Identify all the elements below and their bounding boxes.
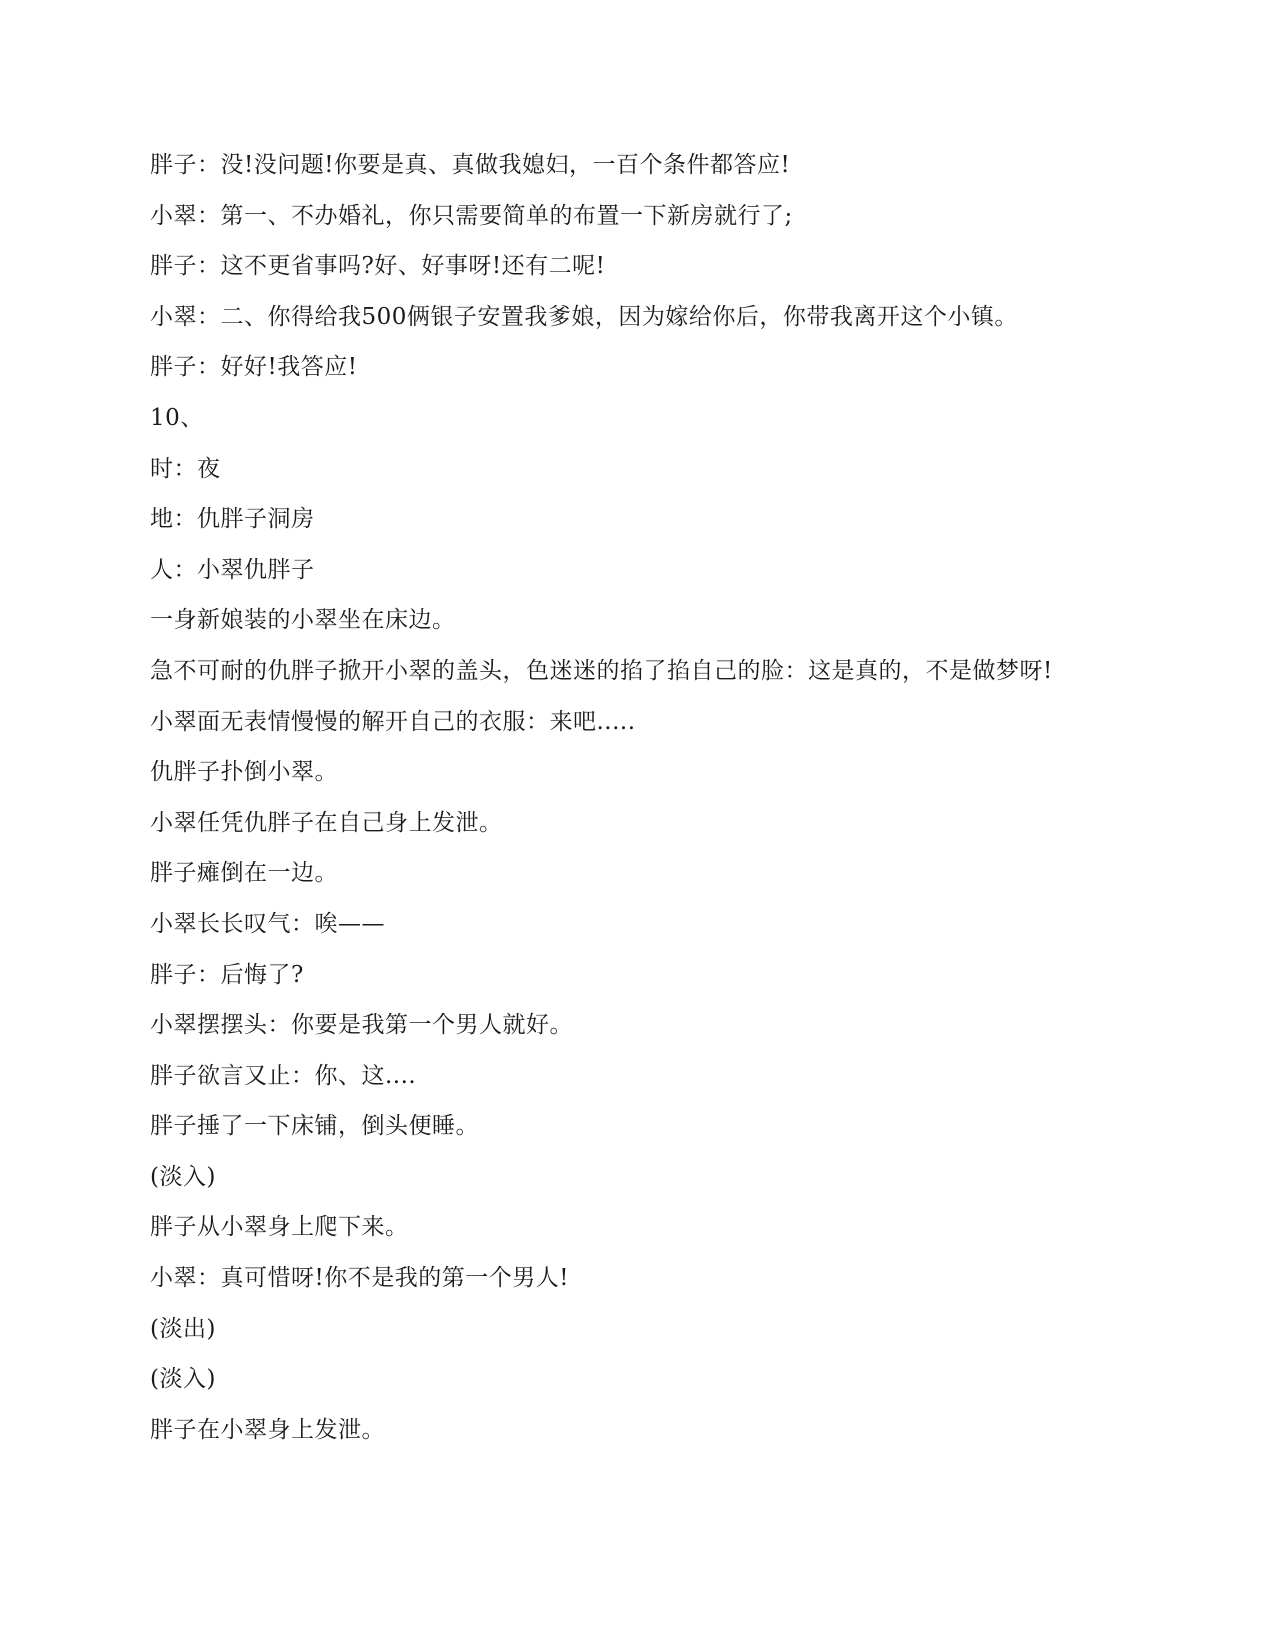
script-line: 胖子：好好!我答应! bbox=[150, 354, 358, 381]
stage-direction: (淡出) bbox=[150, 1315, 216, 1342]
script-line: 胖子：没!没问题!你要是真、真做我媳妇，一百个条件都答应! bbox=[150, 152, 791, 178]
script-line: 小翠：二、你得给我500俩银子安置我爹娘，因为嫁给你后，你带我离开这个小镇。 bbox=[150, 303, 1018, 330]
scene-time: 时：夜 bbox=[150, 455, 221, 482]
scene-characters: 人：小翠仇胖子 bbox=[150, 556, 315, 583]
scene-number: 10、 bbox=[150, 404, 204, 431]
script-line: 急不可耐的仇胖子掀开小翠的盖头，色迷迷的掐了掐自己的脸：这是真的，不是做梦呀! bbox=[150, 657, 1053, 684]
script-line: 胖子：这不更省事吗?好、好事呀!还有二呢! bbox=[150, 253, 606, 280]
script-line: 胖子欲言又止：你、这.... bbox=[150, 1062, 417, 1089]
script-line: 小翠任凭仇胖子在自己身上发泄。 bbox=[150, 809, 503, 836]
script-line: 胖子：后悔了? bbox=[150, 961, 304, 988]
script-line: 仇胖子扑倒小翠。 bbox=[150, 759, 338, 786]
script-line: 胖子瘫倒在一边。 bbox=[150, 860, 338, 887]
script-line: 小翠面无表情慢慢的解开自己的衣服：来吧..... bbox=[150, 708, 636, 735]
script-line: 胖子从小翠身上爬下来。 bbox=[150, 1214, 409, 1241]
stage-direction: (淡入) bbox=[150, 1366, 216, 1393]
scene-location: 地：仇胖子洞房 bbox=[150, 506, 315, 533]
script-line: 一身新娘装的小翠坐在床边。 bbox=[150, 607, 456, 634]
script-line: 小翠：真可惜呀!你不是我的第一个男人! bbox=[150, 1265, 569, 1292]
script-line: 小翠摆摆头：你要是我第一个男人就好。 bbox=[150, 1012, 573, 1039]
script-line: 胖子在小翠身上发泄。 bbox=[150, 1416, 385, 1443]
script-line: 胖子捶了一下床铺，倒头便睡。 bbox=[150, 1113, 479, 1140]
script-text-body bbox=[150, 140, 1150, 1455]
script-line: 小翠长长叹气：唉—— bbox=[150, 910, 385, 937]
stage-direction: (淡入) bbox=[150, 1163, 216, 1190]
script-line: 小翠：第一、不办婚礼，你只需要简单的布置一下新房就行了; bbox=[150, 202, 793, 229]
